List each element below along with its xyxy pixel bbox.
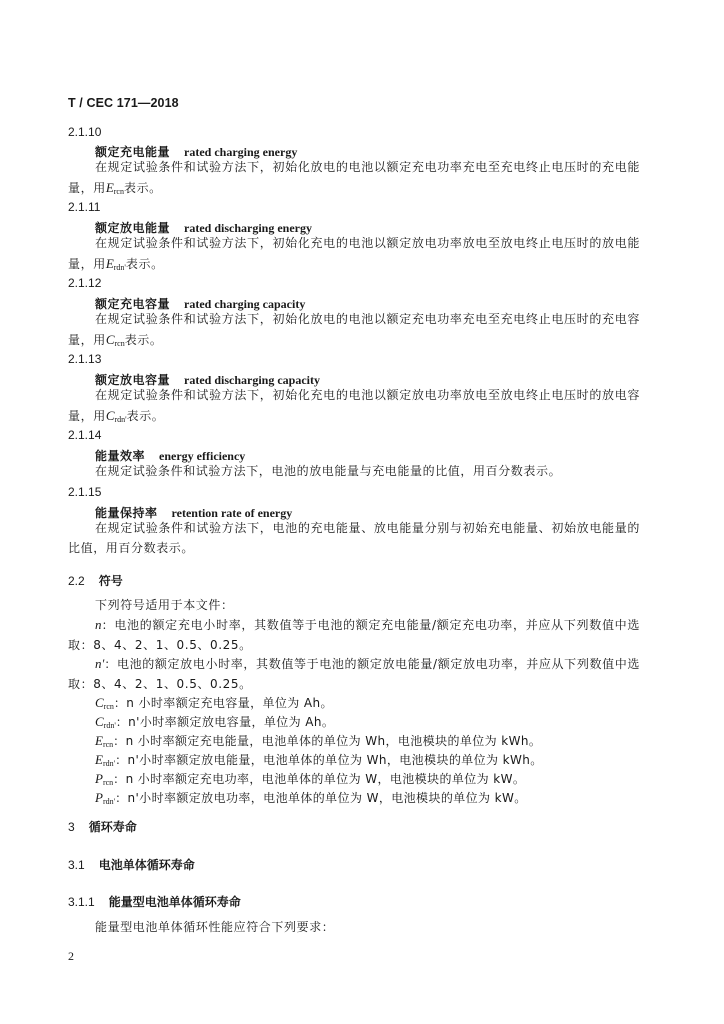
term-zh: 额定放电容量: [95, 373, 171, 387]
term-definition: 在规定试验条件和试验方法下，初始化放电的电池以额定充电功率充电至充电终止电压时的充电容量，用$C_{rcn}$表示。: [68, 312, 640, 348]
symbol: $C_{rcn}$: [105, 331, 125, 348]
symbol-definition: n：电池的额定充电小时率，其数值等于电池的额定充电能量/额定充电功率，并应从下列数值中选取：8、4、2、1、0.5、0.25。: [68, 617, 640, 652]
term-zh: 额定放电能量: [95, 221, 171, 235]
clause-number: 2.1.15: [68, 485, 102, 499]
symbol-definition: $E_{rdn'}$：n'小时率额定放电能量，电池单体的单位为 Wh，电池模块的单位为 kWh。: [95, 752, 543, 768]
term-en: retention rate of energy: [171, 506, 293, 520]
clause-number: 2.1.10: [68, 125, 102, 139]
clause-number: 2.1.14: [68, 428, 102, 442]
symbol: $C_{rdn'}$: [105, 407, 127, 424]
term-definition: 在规定试验条件和试验方法下，电池的充电能量、放电能量分别与初始充电能量、初始放电能量的比值，用百分数表示。: [68, 521, 640, 555]
clause-number: 2.1.13: [68, 352, 102, 366]
term-zh: 额定充电容量: [95, 297, 171, 311]
term-definition: 在规定试验条件和试验方法下，初始化放电的电池以额定充电功率充电至充电终止电压时的充电能量，用$E_{rcn}$表示。: [68, 160, 640, 196]
clause-number: 2.1.11: [68, 200, 101, 214]
term-en: rated charging energy: [184, 145, 298, 159]
term-en: rated discharging energy: [184, 221, 313, 235]
term-zh: 能量效率: [95, 449, 146, 463]
symbol-definition: $E_{rcn}$：n 小时率额定充电能量，电池单体的单位为 Wh，电池模块的单位为 kWh。: [95, 733, 542, 749]
term-definition: 在规定试验条件和试验方法下，初始化充电的电池以额定放电功率放电至放电终止电压时的放电能量，用$E_{rdn'}$表示。: [68, 236, 640, 272]
symbol-definition: n'：电池的额定放电小时率，其数值等于电池的额定放电能量/额定放电功率，并应从下列数值中选取：8、4、2、1、0.5、0.25。: [68, 656, 640, 691]
term-zh: 能量保持率: [95, 506, 158, 520]
symbols-intro: 下列符号适用于本文件：: [95, 598, 234, 612]
symbol-definition: $C_{rdn'}$：n'小时率额定放电容量，单位为 Ah。: [95, 714, 335, 730]
term-en: rated charging capacity: [184, 297, 306, 311]
term-definition: 在规定试验条件和试验方法下，电池的放电能量与充电能量的比值，用百分数表示。: [95, 464, 562, 478]
section-body: 能量型电池单体循环性能应符合下列要求：: [95, 920, 335, 934]
page-number: 2: [68, 949, 74, 963]
term-en: rated discharging capacity: [184, 373, 321, 387]
term-en: energy efficiency: [159, 449, 246, 463]
section-heading: 3 循环寿命: [68, 820, 137, 834]
section-heading: 2.2 符号: [68, 574, 123, 588]
symbol-definition: $P_{rdn'}$：n'小时率额定放电功率，电池单体的单位为 W，电池模块的单位为 kW。: [95, 790, 527, 806]
symbol-definition: $P_{rcn}$：n 小时率额定充电功率，电池单体的单位为 W，电池模块的单位为 kW。: [95, 771, 526, 787]
clause-number: 2.1.12: [68, 276, 102, 290]
section-heading: 3.1 电池单体循环寿命: [68, 858, 195, 872]
term-definition: 在规定试验条件和试验方法下，初始化充电的电池以额定放电功率放电至放电终止电压时的放电容量，用$C_{rdn'}$表示。: [68, 388, 640, 424]
symbol-definition: $C_{rcn}$：n 小时率额定充电容量，单位为 Ah。: [95, 695, 333, 711]
symbol: $E_{rdn'}$: [105, 255, 126, 272]
term-zh: 额定充电能量: [95, 145, 171, 159]
symbol: $E_{rcn}$: [105, 179, 124, 196]
standard-header: T / CEC 171—2018: [68, 96, 179, 110]
section-heading: 3.1.1 能量型电池单体循环寿命: [68, 895, 241, 909]
